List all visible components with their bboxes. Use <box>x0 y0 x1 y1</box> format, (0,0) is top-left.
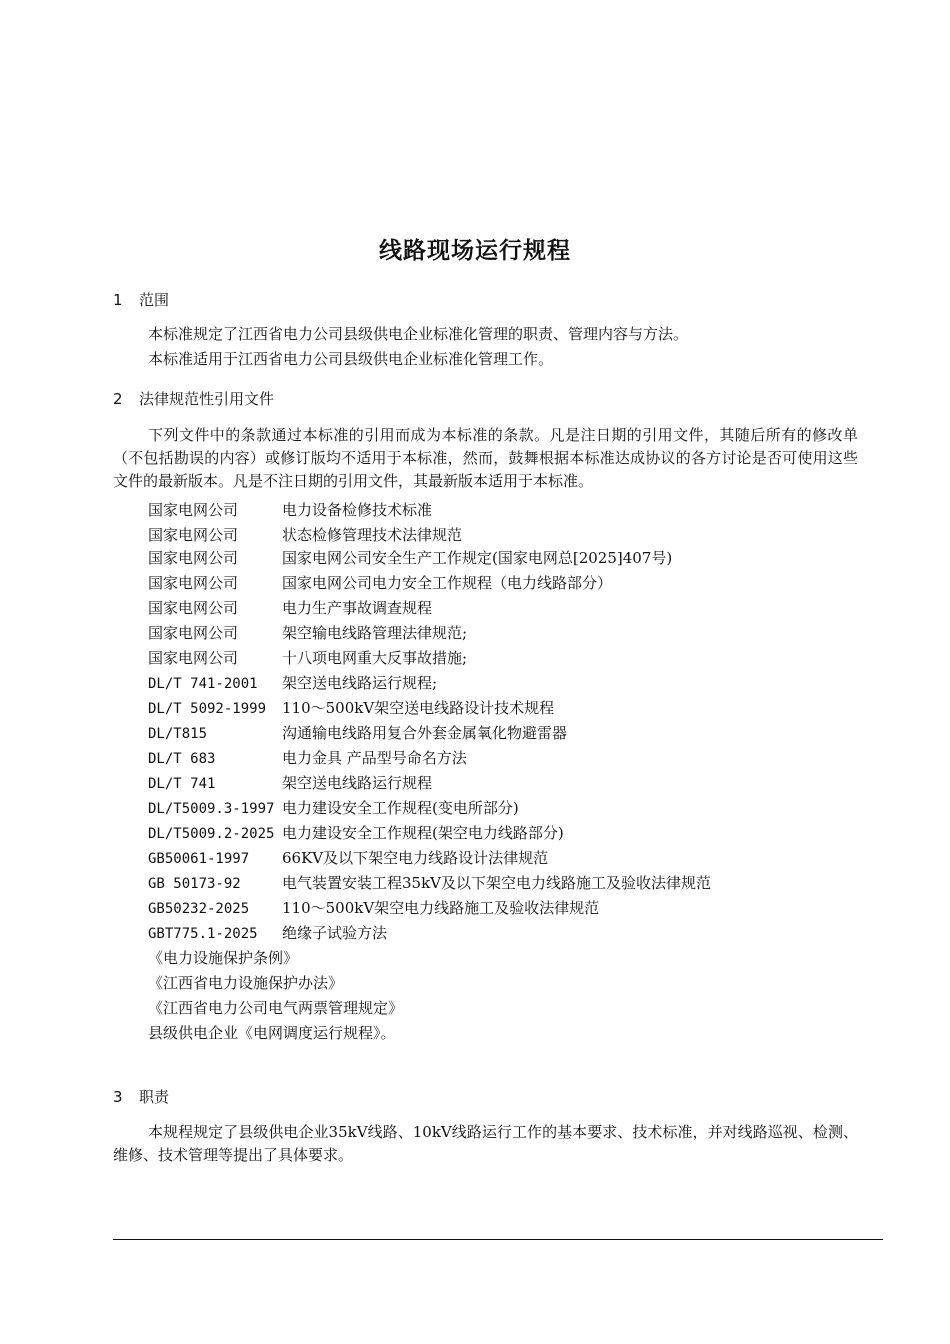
reference-title: 电力设备检修技术标准 <box>282 501 433 519</box>
section-title: 法律规范性引用文件 <box>139 390 275 408</box>
reference-item <box>148 798 519 819</box>
reference-code: GB 50173-92 <box>148 876 241 892</box>
reference-title: 国家电网公司安全生产工作规定(国家电网总[2025]407号) <box>282 549 673 567</box>
reference-code: GB50061-1997 <box>148 851 250 867</box>
reference-title: 电力生产事故调查规程 <box>282 599 433 617</box>
reference-code: 国家电网公司 <box>148 599 239 617</box>
other-reference-item: 县级供电企业《电网调度运行规程》。 <box>148 1024 396 1042</box>
reference-title: 110～500kV架空电力线路施工及验收法律规范 <box>282 899 600 917</box>
reference-code: DL/T 5092-1999 <box>148 701 267 717</box>
reference-item <box>148 500 432 520</box>
reference-code: 国家电网公司 <box>148 624 239 642</box>
reference-title: 110～500kV架空送电线路设计技术规程 <box>282 699 555 717</box>
reference-title: 十八项电网重大反事故措施; <box>282 649 468 667</box>
reference-title: 国家电网公司电力安全工作规程（电力线路部分） <box>282 574 613 592</box>
reference-code: DL/T815 <box>148 726 208 742</box>
duties-paragraph: 本规程规定了县级供电企业35kV线路、10kV线路运行工作的基本要求、技术标准，并对线路巡视、检测、维修、技术管理等提出了具体要求。 <box>113 1123 858 1164</box>
reference-item <box>148 823 564 844</box>
reference-item <box>148 573 612 593</box>
reference-code: 国家电网公司 <box>148 574 239 592</box>
reference-item <box>148 748 467 769</box>
reference-code: GBT775.1-2025 <box>148 926 258 942</box>
section-heading-duties <box>113 1086 169 1107</box>
reference-title: 66KV及以下架空电力线路设计法律规范 <box>282 849 549 867</box>
reference-code: 国家电网公司 <box>148 501 239 519</box>
reference-item <box>148 773 432 794</box>
scope-paragraph: 本标准适用于江西省电力公司县级供电企业标准化管理工作。 <box>148 350 554 368</box>
reference-item <box>148 698 554 719</box>
reference-title: 架空送电线路运行规程 <box>282 774 433 792</box>
reference-title: 绝缘子试验方法 <box>282 924 388 942</box>
footer-rule <box>113 1239 883 1240</box>
reference-item <box>148 598 432 618</box>
reference-item <box>148 723 567 744</box>
document-title: 线路现场运行规程 <box>379 238 571 264</box>
reference-item <box>148 623 467 643</box>
references-intro-paragraph: 下列文件中的条款通过本标准的引用而成为本标准的条款。凡是注日期的引用文件，其随后所有的修改单（不包括勘误的内容）或修订版均不适用于本标准，然而，鼓舞根据本标准达成协议的各方讨论是否可使用这些文件的最新版本。凡是不注日期的引用文件，其最新版本适用于本标准。 <box>113 426 858 490</box>
reference-code: 国家电网公司 <box>148 526 239 544</box>
reference-title: 架空输电线路管理法律规范; <box>282 624 468 642</box>
reference-code: DL/T 683 <box>148 751 216 767</box>
reference-item <box>148 673 437 694</box>
reference-code: DL/T5009.3-1997 <box>148 801 275 817</box>
section-heading-scope <box>113 289 169 310</box>
reference-code: DL/T 741 <box>148 776 216 792</box>
reference-item <box>148 898 599 919</box>
reference-code: GB50232-2025 <box>148 901 250 917</box>
reference-title: 电力金具 产品型号命名方法 <box>282 749 467 767</box>
reference-title: 沟通输电线路用复合外套金属氧化物避雷器 <box>282 724 568 742</box>
reference-title: 电力建设安全工作规程(变电所部分) <box>282 799 519 817</box>
reference-item <box>148 848 548 869</box>
other-reference-item: 《江西省电力公司电气两票管理规定》 <box>148 999 404 1017</box>
reference-code: DL/T5009.2-2025 <box>148 826 275 842</box>
scope-paragraph: 本标准规定了江西省电力公司县级供电企业标准化管理的职责、管理内容与方法。 <box>148 325 689 343</box>
section-heading-references <box>113 388 274 409</box>
section-number: 1 <box>113 291 123 309</box>
reference-title: 电气装置安装工程35kV及以下架空电力线路施工及验收法律规范 <box>282 874 712 892</box>
reference-item <box>148 548 672 568</box>
other-reference-item: 《电力设施保护条例》 <box>148 949 299 967</box>
section-title: 范围 <box>139 291 170 309</box>
other-reference-item: 《江西省电力设施保护办法》 <box>148 974 344 992</box>
reference-code: DL/T 741-2001 <box>148 676 258 692</box>
reference-title: 架空送电线路运行规程; <box>282 674 438 692</box>
reference-title: 状态检修管理技术法律规范 <box>282 526 463 544</box>
clipped-reference-line <box>148 548 748 567</box>
reference-item <box>148 525 462 545</box>
reference-title: 电力建设安全工作规程(架空电力线路部分) <box>282 824 564 842</box>
reference-item <box>148 648 467 668</box>
section-title: 职责 <box>139 1088 170 1106</box>
reference-item <box>148 873 711 894</box>
reference-code: 国家电网公司 <box>148 649 239 667</box>
reference-item <box>148 923 387 944</box>
section-number: 3 <box>113 1088 123 1106</box>
section-number: 2 <box>113 390 123 408</box>
reference-code: 国家电网公司 <box>148 549 239 567</box>
